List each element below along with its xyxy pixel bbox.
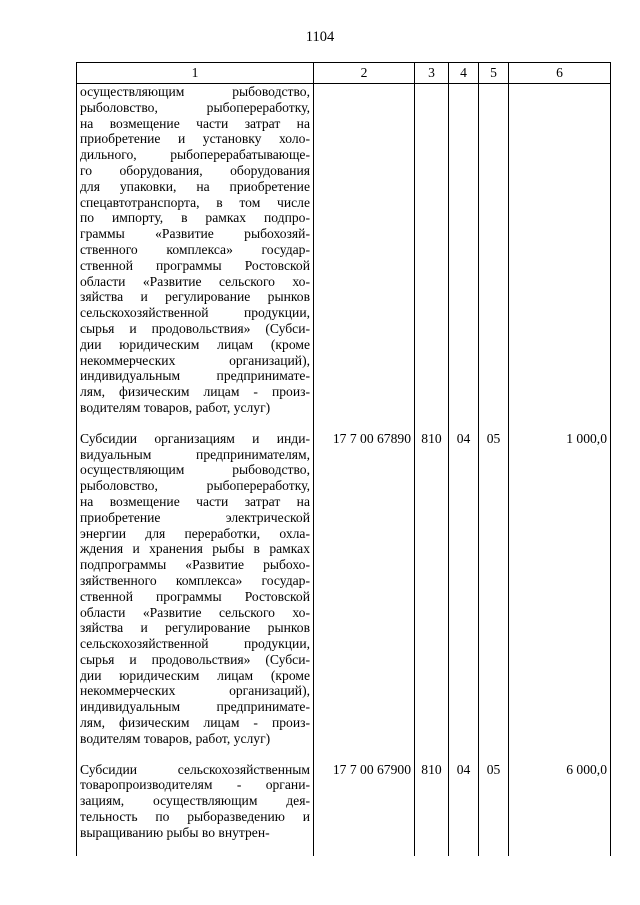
description-line: индивидуальным предпринимате-	[80, 368, 310, 384]
description-line: зациям, осуществляющим дея-	[80, 793, 310, 809]
row-description	[77, 762, 314, 856]
description-line: выращиванию рыбы во внутрен-	[80, 824, 270, 840]
description-line: водителям товаров, работ, услуг)	[80, 399, 271, 415]
description-line: сырья и продовольствия» (Субси-	[80, 651, 310, 667]
description-line: приобретение и установку холо-	[80, 131, 310, 147]
description-line: ственной программы Ростовской	[80, 588, 310, 604]
description-line: индивидуальным предпринимате-	[80, 699, 310, 715]
description-line: дильного, рыбоперерабатывающе-	[80, 147, 310, 163]
column-header-1: 1	[77, 63, 314, 84]
column-header-6: 6	[509, 63, 611, 84]
description-line: ственной программы Ростовской	[80, 257, 310, 273]
row-code: 17 7 00 67900	[314, 762, 415, 856]
description-line: энергии для переработки, охла-	[80, 525, 310, 541]
description-line: подпрограммы «Развитие рыбохо-	[80, 557, 310, 573]
row-code	[314, 84, 415, 431]
budget-table	[76, 62, 611, 856]
description-line: дии юридическим лицам (кроме	[80, 667, 310, 683]
description-line: товаропроизводителям - органи-	[80, 777, 310, 793]
row-section: 04	[449, 431, 479, 762]
description-line: зяйственного комплекса» государ-	[80, 572, 310, 588]
description-line: тельность по рыборазведению и	[80, 809, 310, 825]
row-description	[77, 84, 314, 431]
description-line: рыболовство, рыбопереработку,	[80, 478, 310, 494]
table-header-row	[77, 63, 611, 84]
row-expense-type: 810	[415, 762, 449, 856]
row-code: 17 7 00 67890	[314, 431, 415, 762]
page-number: 1104	[305, 29, 335, 45]
row-subsection: 05	[479, 762, 509, 856]
row-expense-type	[415, 84, 449, 431]
description-line: сельскохозяйственной продукции,	[80, 636, 310, 652]
description-line: некоммерческих организаций),	[80, 683, 310, 699]
row-subsection	[479, 84, 509, 431]
description-line: для упаковки, на приобретение	[80, 178, 310, 194]
description-line: Субсидии сельскохозяйственным	[80, 761, 310, 777]
description-line: на возмещение части затрат на	[80, 493, 310, 509]
description-line: некоммерческих организаций),	[80, 352, 310, 368]
description-line: на возмещение части затрат на	[80, 115, 310, 131]
description-line: осуществляющим рыбоводство,	[80, 462, 310, 478]
table-row	[77, 84, 611, 431]
description-line: сырья и продовольствия» (Субси-	[80, 320, 310, 336]
description-line: дии юридическим лицам (кроме	[80, 336, 310, 352]
row-description	[77, 431, 314, 762]
description-line: водителям товаров, работ, услуг)	[80, 730, 271, 746]
row-amount: 1 000,0	[509, 431, 611, 762]
row-amount: 6 000,0	[509, 762, 611, 856]
description-line: видуальным предпринимателям,	[80, 446, 310, 462]
description-line: ждения и хранения рыбы в рамках	[80, 541, 310, 557]
column-header-5: 5	[479, 63, 509, 84]
description-line: по импорту, в рамках подпро-	[80, 210, 310, 226]
description-line: области «Развитие сельского хо-	[80, 604, 310, 620]
description-line: сельскохозяйственной продукции,	[80, 305, 310, 321]
description-line: приобретение электрической	[80, 509, 310, 525]
description-line: го оборудования, оборудования	[80, 162, 310, 178]
description-line: осуществляющим рыбоводство,	[80, 84, 310, 99]
column-header-4: 4	[449, 63, 479, 84]
description-line: спецавтотранспорта, в том числе	[80, 194, 310, 210]
description-line: Субсидии организациям и инди-	[80, 430, 310, 446]
table-row	[77, 431, 611, 762]
column-header-2: 2	[314, 63, 415, 84]
column-header-3: 3	[415, 63, 449, 84]
description-line: рыболовство, рыбопереработку,	[80, 99, 310, 115]
table-row	[77, 762, 611, 856]
description-line: ственного комплекса» государ-	[80, 241, 310, 257]
row-section: 04	[449, 762, 479, 856]
table-body	[77, 84, 611, 856]
description-line: зяйства и регулирование рынков	[80, 289, 310, 305]
description-line: области «Развитие сельского хо-	[80, 273, 310, 289]
row-subsection: 05	[479, 431, 509, 762]
description-line: зяйства и регулирование рынков	[80, 620, 310, 636]
row-expense-type: 810	[415, 431, 449, 762]
description-line: лям, физическим лицам - произ-	[80, 384, 310, 400]
row-amount	[509, 84, 611, 431]
description-line: граммы «Развитие рыбохозяй-	[80, 226, 310, 242]
description-line: лям, физическим лицам - произ-	[80, 715, 310, 731]
row-section	[449, 84, 479, 431]
